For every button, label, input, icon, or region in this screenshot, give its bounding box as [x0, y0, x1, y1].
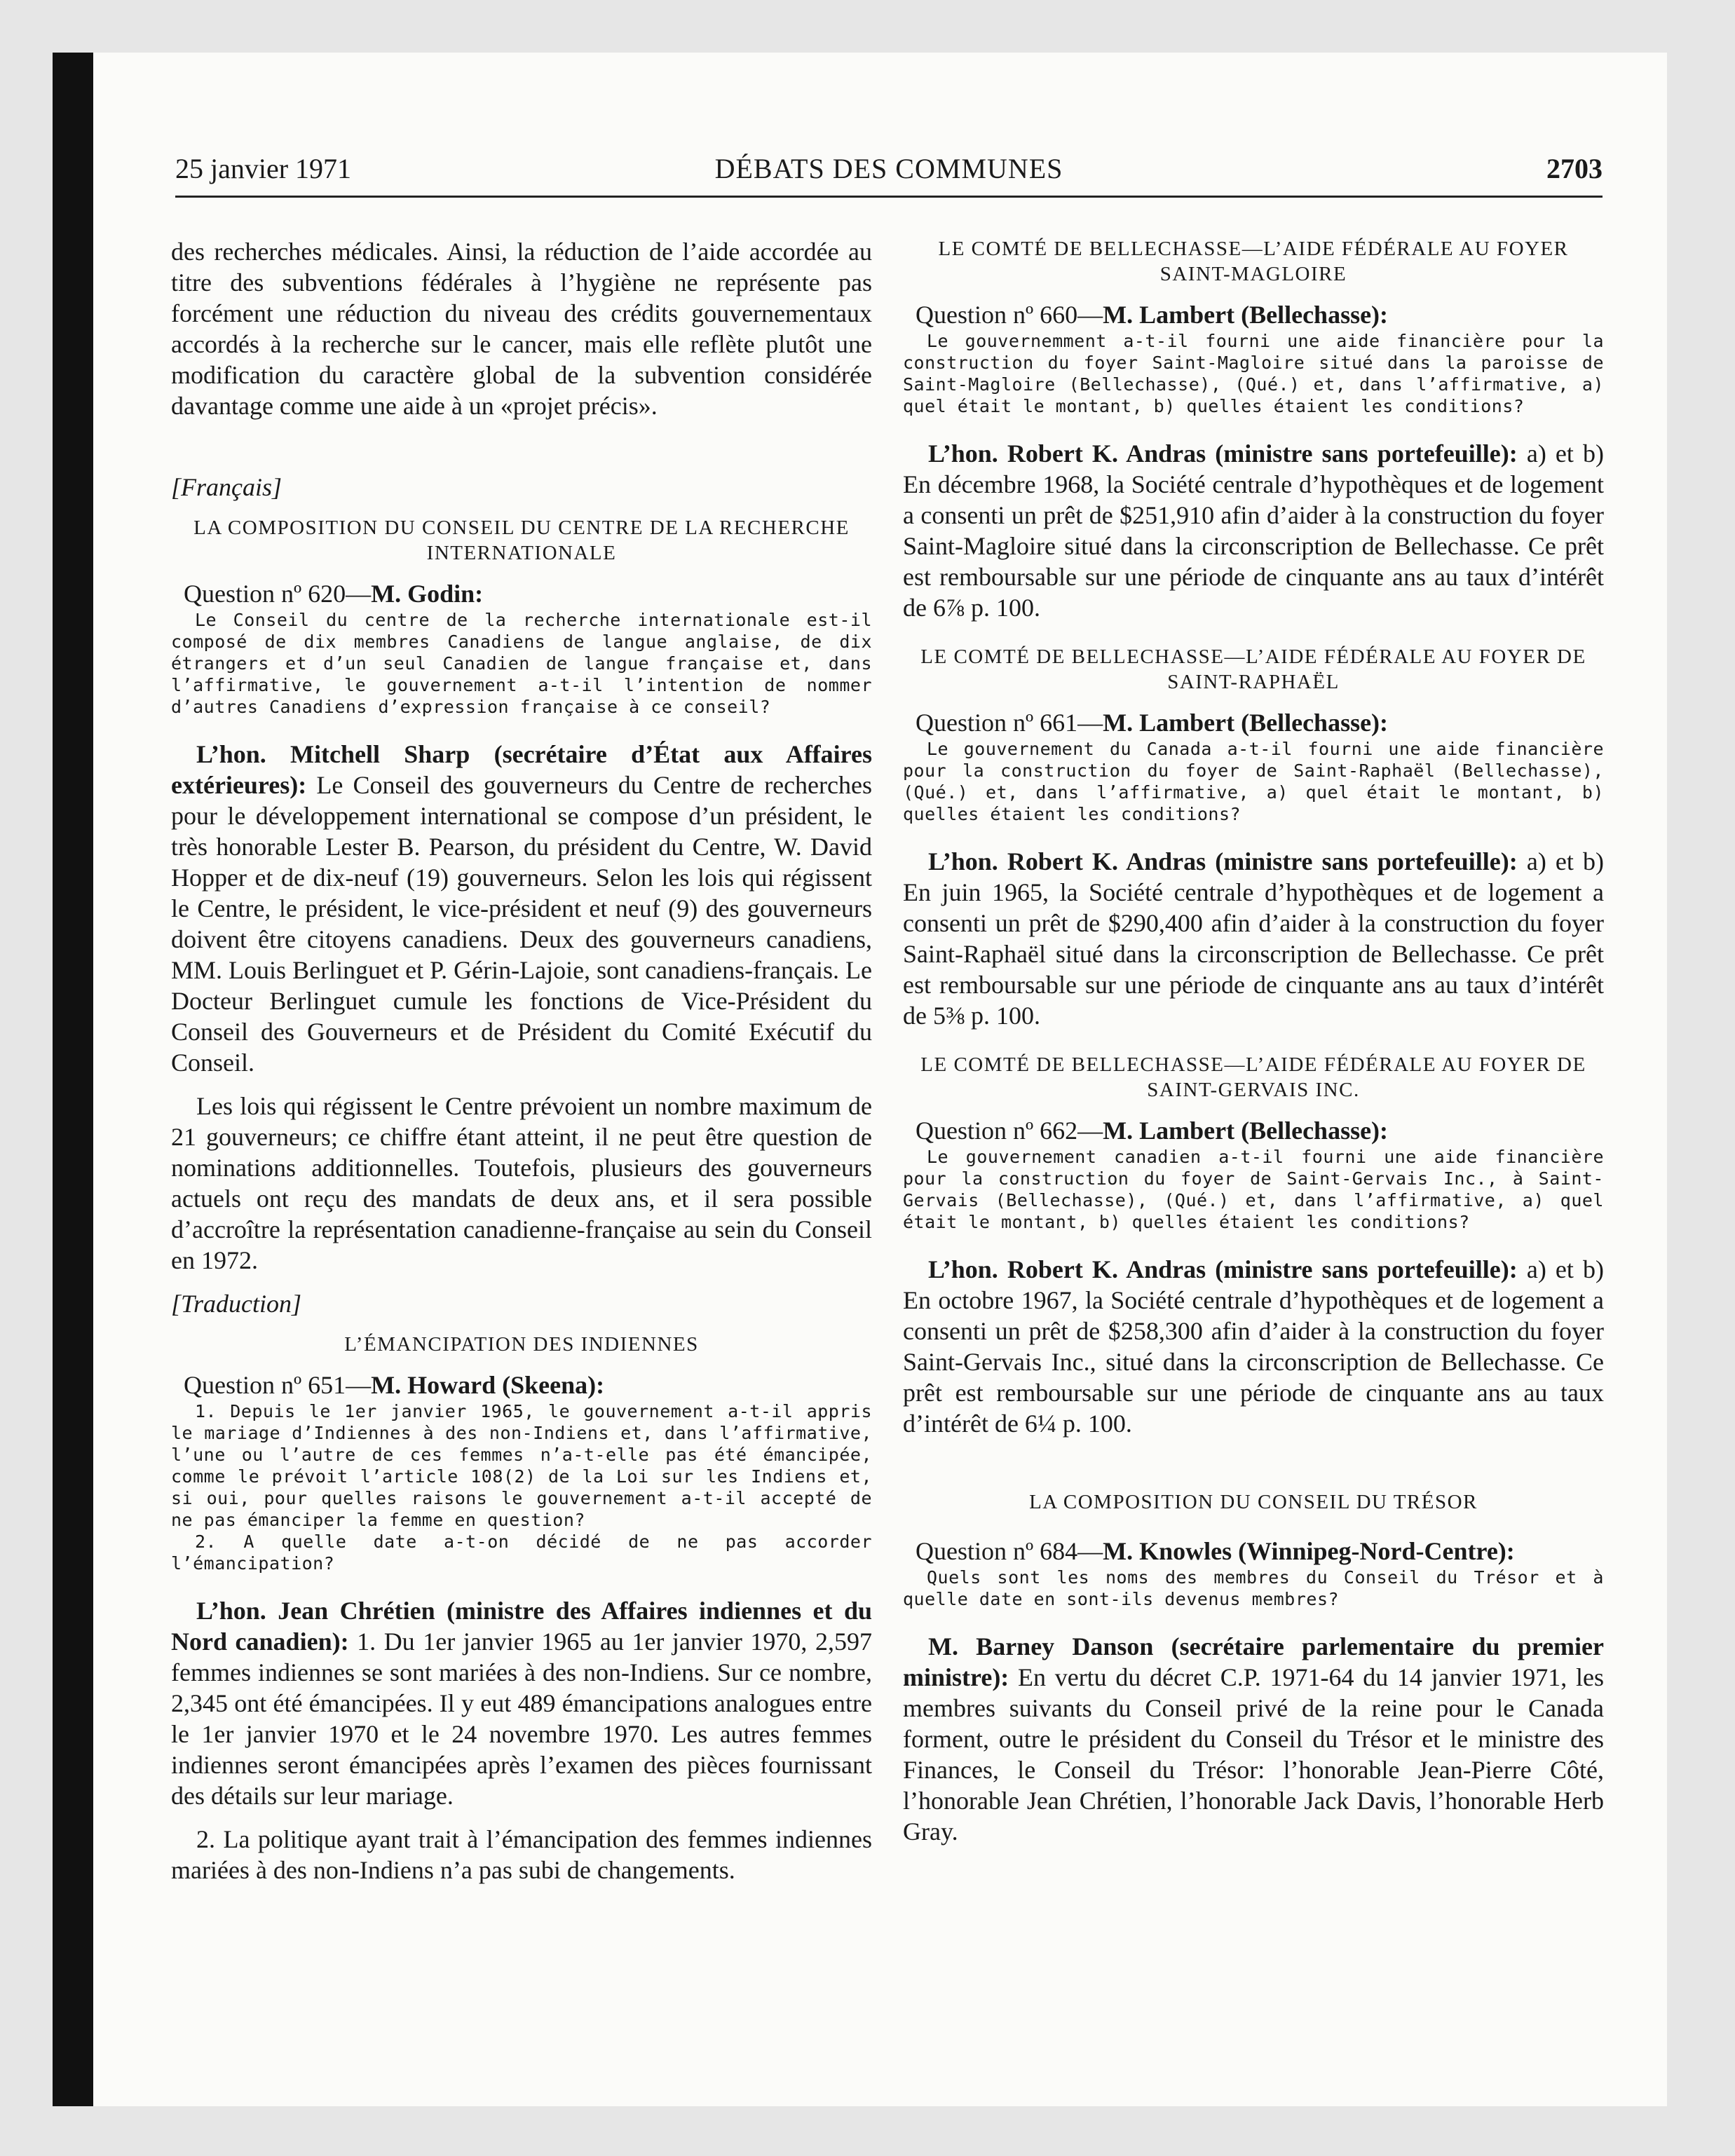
answer-text: Le Conseil des gouverneurs du Centre de recherches pour le développement international se compose d’un président, le très honorable Lester B. Pearson, du président du Centre, W. David Hopper et de dix-neuf (19) gouverneurs. Selon les lois qui régissent le Centre, le président, le vice-président et neuf (9) des gouverneurs doivent être citoyens canadiens. Deux des gouverneurs canadiens, MM. Louis Berlinguet et P. Gérin-Lajoie, sont canadiens-français. Le Docteur Berlinguet cumule les fonctions de Vice-Président du Conseil des Gouverneurs et de Président du Comité Exécutif du Conseil. [171, 771, 872, 1077]
answer-text: En vertu du décret C.P. 1971-64 du 14 janvier 1971, les membres suivants du Conseil privé de la reine pour le Canada forment, outre le président du Conseil du Trésor et le ministre des Finances, le Conseil du Trésor: l’honorable Jean-Pierre Côté, l’honorable Jean Chrétien, l’honorable Jack Davis, l’honorable Herb Gray. [903, 1663, 1604, 1845]
answer-paragraph [903, 1631, 1604, 1847]
left-column [171, 236, 872, 1885]
question-text: 1. Depuis le 1er janvier 1965, le gouvernement a-t-il appris le mariage d’Indiennes à des non-Indiens et, dans l’affirmative, l’une ou l’autre de ces femmes n’a-t-elle pas été émancipée, comme le prévoit l’article 108(2) de la Loi sur les Indiens et, si oui, pour quelles raisons le gouvernement a-t-il accepté de ne pas émanciper la femme en question? [171, 1401, 872, 1530]
section-heading: LA COMPOSITION DU CONSEIL DU CENTRE DE LA RECHERCHE INTERNATIONALE [193, 517, 850, 564]
speaker-name: L’hon. Robert K. Andras (ministre sans portefeuille): [928, 1255, 1518, 1283]
page-number: 2703 [1546, 153, 1603, 184]
question-number: Question nº 651— [184, 1371, 372, 1399]
section-heading: LA COMPOSITION DU CONSEIL DU TRÉSOR [1029, 1491, 1478, 1513]
question-text: 2. A quelle date a-t-on décidé de ne pas accorder l’émancipation? [171, 1531, 872, 1574]
section-heading: LE COMTÉ DE BELLECHASSE—L’AIDE FÉDÉRALE AU FOYER DE SAINT-GERVAIS INC. [920, 1053, 1586, 1101]
section-heading: LE COMTÉ DE BELLECHASSE—L’AIDE FÉDÉRALE AU FOYER DE SAINT-RAPHAËL [920, 646, 1586, 693]
header-date: 25 janvier 1971 [175, 153, 352, 184]
speaker-name: L’hon. Jean Chrétien (ministre des Affaires indiennes et du Nord canadien): [171, 1597, 872, 1656]
answer-text: a) et b) En décembre 1968, la Société centrale d’hypothèques et de logement a consenti un prêt de $251,910 afin d’aider à la construction du foyer Saint-Magloire situé dans la circonscription de Bellechasse. Ce prêt est remboursable sur une période de cinquante ans au taux d’intérêt de 6⅞ p. 100. [903, 439, 1605, 622]
language-marker: [Français] [171, 473, 283, 501]
question-member: M. Howard (Skeena): [371, 1371, 605, 1399]
question-number: Question nº 662— [916, 1117, 1103, 1145]
speaker-name: M. Barney Danson (secrétaire parlementaire du premier ministre): [903, 1632, 1604, 1691]
question-line [903, 1536, 1604, 1567]
speaker-name: L’hon. Robert K. Andras (ministre sans portefeuille): [928, 439, 1518, 468]
question-text: Le gouvernement canadien a-t-il fourni une aide financière pour la construction du foyer de Saint-Gervais Inc., à Saint-Gervais (Bellechasse), (Qué.) et, dans l’affirmative, a) quel était le montant, b) quelles étaient les conditions? [903, 1147, 1604, 1232]
question-text: Le gouvernement du Canada a-t-il fourni une aide financière pour la construction du foyer de Saint-Raphaël (Bellechasse), (Qué.) et, dans l’affirmative, a) quel était le montant, b) quelles étaient les conditions? [903, 739, 1604, 824]
running-header [175, 149, 1603, 198]
answer-text: a) et b) En octobre 1967, la Société centrale d’hypothèques et de logement a consenti un prêt de $258,300 afin d’aider à la construction du foyer Saint-Gervais Inc., situé dans la circonscription de Bellechasse. Ce prêt est remboursable sur une période de cinquante ans au taux d’intérêt de 6¼ p. 100. [903, 1255, 1605, 1438]
question-number: Question nº 620— [184, 580, 372, 608]
section-heading: L’ÉMANCIPATION DES INDIENNES [344, 1333, 699, 1356]
question-line [171, 578, 872, 609]
question-member: M. Knowles (Winnipeg-Nord-Centre): [1103, 1537, 1515, 1565]
question-member: M. Lambert (Bellechasse): [1103, 1117, 1389, 1145]
answer-paragraph [171, 1595, 872, 1811]
speaker-name: L’hon. Mitchell Sharp (secrétaire d’État aux Affaires extérieures): [171, 740, 872, 799]
question-number: Question nº 660— [916, 301, 1103, 329]
scan-left-edge [53, 53, 93, 2106]
answer-text: a) et b) En juin 1965, la Société centrale d’hypothèques et de logement a consenti un prêt de $290,400 afin d’aider à la construction du foyer Saint-Raphaël situé dans la circonscription de Bellechasse. Ce prêt est remboursable sur une période de cinquante ans au taux d’intérêt de 5⅜ p. 100. [903, 847, 1605, 1030]
question-text: Le gouvernemment a-t-il fourni une aide financière pour la construction du foyer Saint-Magloire situé dans la paroisse de Saint-Magloire (Bellechasse), (Qué.) et, dans l’affirmative, a) quel était le montant, b) quelles étaient les conditions? [903, 331, 1604, 416]
question-line [903, 1115, 1604, 1146]
header-title: DÉBATS DES COMMUNES [714, 153, 1063, 184]
right-column [903, 236, 1604, 1847]
question-member: M. Godin: [371, 580, 484, 608]
answer-text: 1. Du 1er janvier 1965 au 1er janvier 1970, 2,597 femmes indiennes se sont mariées à des non-Indiens. Sur ce nombre, 2,345 ont été émancipées. Il y eut 489 émancipations analogues entre le 1er janvier 1970 et le 24 novembre 1970. Les autres femmes indiennes seront émancipées après l’examen des pièces fournissant des détails sur leur mariage. [171, 1628, 872, 1810]
answer-paragraph [903, 1254, 1604, 1439]
question-line [903, 299, 1604, 330]
question-line [903, 707, 1604, 738]
question-number: Question nº 661— [916, 709, 1103, 737]
paragraph: 2. La politique ayant trait à l’émancipation des femmes indiennes mariées à des non-Indiens n’a pas subi de changements. [171, 1825, 872, 1884]
question-line [171, 1370, 872, 1400]
page [93, 53, 1667, 2106]
question-member: M. Lambert (Bellechasse): [1103, 301, 1389, 329]
question-member: M. Lambert (Bellechasse): [1103, 709, 1389, 737]
question-text: Quels sont les noms des membres du Conseil du Trésor et à quelle date en sont-ils devenus membres? [903, 1567, 1604, 1609]
question-text: Le Conseil du centre de la recherche internationale est-il composé de dix membres Canadiens de langue anglaise, de dix étrangers et d’un seul Canadien de langue française et, dans l’affirmative, le gouvernement a-t-il l’intention de nommer d’autres Canadiens d’expression française à ce conseil? [171, 610, 872, 717]
question-number: Question nº 684— [916, 1537, 1103, 1565]
answer-paragraph [903, 438, 1604, 623]
paragraph: Les lois qui régissent le Centre prévoient un nombre maximum de 21 gouverneurs; ce chiffre étant atteint, il ne peut être question de nominations additionnelles. Toutefois, plusieurs des gouverneurs actuels ont reçu des mandats de deux ans, et il sera possible d’accroître la représentation canadienne-française au sein du Conseil en 1972. [171, 1092, 872, 1274]
answer-paragraph [903, 846, 1604, 1031]
speaker-name: L’hon. Robert K. Andras (ministre sans portefeuille): [928, 847, 1518, 875]
paragraph: des recherches médicales. Ainsi, la réduction de l’aide accordée au titre des subventions fédérales à l’hygiène ne représente pas forcément une réduction du niveau des crédits gouvernementaux accordés à la recherche sur le cancer, mais elle reflète plutôt une modification du caractère global de la subvention considérée davantage comme une aide à un «projet précis». [171, 238, 872, 420]
language-marker: [Traduction] [171, 1290, 302, 1318]
answer-paragraph [171, 739, 872, 1078]
section-heading: LE COMTÉ DE BELLECHASSE—L’AIDE FÉDÉRALE AU FOYER SAINT-MAGLOIRE [938, 238, 1569, 285]
